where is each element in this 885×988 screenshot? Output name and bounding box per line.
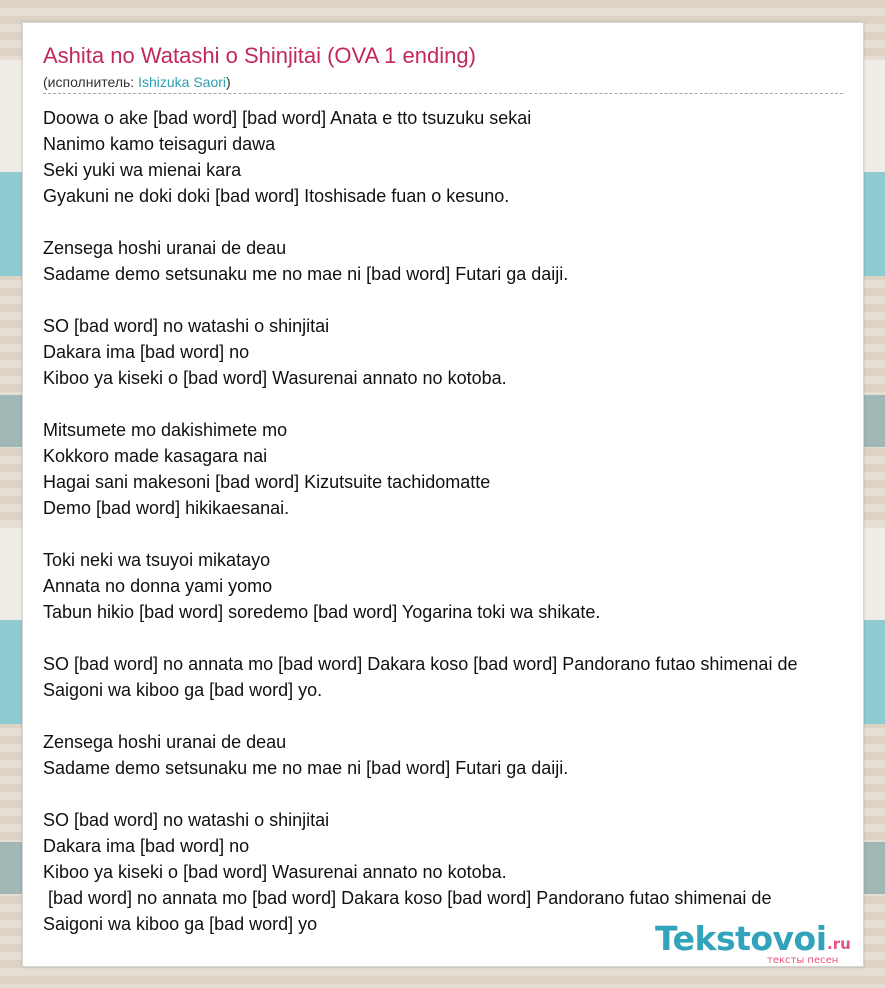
artist-suffix: ): [226, 74, 231, 90]
logo-wordmark: Tekstovoi: [655, 919, 827, 958]
lyric-line: Saigoni wa kiboo ga [bad word] yo.: [43, 680, 323, 700]
lyric-line: Saigoni wa kiboo ga [bad word] yo: [43, 914, 318, 934]
lyric-line: Toki neki wa tsuyoi mikatayo: [43, 550, 271, 570]
song-title: Ashita no Watashi o Shinjitai (OVA 1 ending): [43, 43, 476, 68]
lyric-line: Dakara ima [bad word] no: [43, 342, 250, 362]
lyric-line: Gyakuni ne doki doki [bad word] Itoshisade fuan o kesuno.: [43, 186, 510, 206]
lyric-line: Tabun hikio [bad word] soredemo [bad word] Yogarina toki wa shikate.: [43, 602, 601, 622]
lyric-line: [bad word] no annata mo [bad word] Dakara koso [bad word] Pandorano futao shimenai de: [43, 888, 772, 908]
lyric-line: [43, 703, 863, 729]
lyric-line: Kiboo ya kiseki o [bad word] Wasurenai annato no kotoba.: [43, 368, 507, 388]
lyric-line: Dakara ima [bad word] no: [43, 836, 250, 856]
artist-line: [43, 74, 231, 90]
lyric-line: SO [bad word] no annata mo [bad word] Dakara koso [bad word] Pandorano futao shimenai de: [43, 654, 798, 674]
site-logo[interactable]: [655, 919, 864, 966]
lyric-line: Zensega hoshi uranai de deau: [43, 732, 287, 752]
lyric-line: Zensega hoshi uranai de deau: [43, 238, 287, 258]
lyric-line: Sadame demo setsunaku me no mae ni [bad word] Futari ga daiji.: [43, 264, 569, 284]
lyric-line: [43, 521, 863, 547]
title-divider: [43, 93, 843, 94]
lyric-line: SO [bad word] no watashi o shinjitai: [43, 316, 330, 336]
lyric-line: Seki yuki wa mienai kara: [43, 160, 242, 180]
logo-tagline: тексты песен: [767, 955, 839, 966]
lyric-line: [43, 287, 863, 313]
lyric-line: [43, 781, 863, 807]
lyric-line: Demo [bad word] hikikaesanai.: [43, 498, 290, 518]
lyric-line: Nanimo kamo teisaguri dawa: [43, 134, 276, 154]
lyric-line: [43, 625, 863, 651]
artist-link[interactable]: Ishizuka Saori: [138, 74, 227, 90]
lyric-line: Sadame demo setsunaku me no mae ni [bad word] Futari ga daiji.: [43, 758, 569, 778]
lyric-line: [43, 209, 863, 235]
artist-prefix: (исполнитель:: [43, 74, 139, 90]
lyric-line: Doowa o ake [bad word] [bad word] Anata e tto tsuzuku sekai: [43, 108, 532, 128]
lyrics-card: [22, 22, 864, 967]
logo-domain: .ru: [827, 935, 851, 953]
lyric-line: Mitsumete mo dakishimete mo: [43, 420, 288, 440]
lyric-line: Hagai sani makesoni [bad word] Kizutsuite tachidomatte: [43, 472, 491, 492]
lyric-line: [43, 391, 863, 417]
lyrics-text: [43, 105, 863, 937]
lyric-line: SO [bad word] no watashi o shinjitai: [43, 810, 330, 830]
lyric-line: Kokkoro made kasagara nai: [43, 446, 268, 466]
lyric-line: Annata no donna yami yomo: [43, 576, 273, 596]
lyric-line: Kiboo ya kiseki o [bad word] Wasurenai annato no kotoba.: [43, 862, 507, 882]
